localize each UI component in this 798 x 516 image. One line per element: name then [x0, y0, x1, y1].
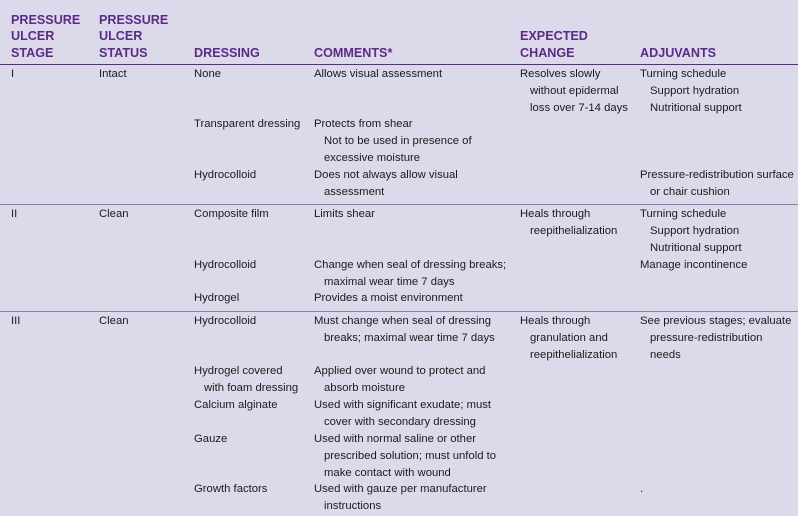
cell-line: Hydrogel [194, 292, 240, 304]
cell-line: maximal wear time 7 days [324, 275, 455, 288]
cell-status [99, 206, 129, 223]
cell-line: Gauze [194, 433, 228, 445]
cell-line: I [11, 68, 15, 80]
cell-dressing [194, 257, 256, 274]
cell-change [520, 206, 617, 240]
cell-line: without epidermal [530, 84, 619, 97]
cell-line: reepithelialization [530, 348, 618, 361]
cell-line: Hydrocolloid [194, 315, 257, 327]
cell-dressing [194, 397, 278, 414]
header-status-line: PRESSURE [99, 12, 169, 27]
cell-line: Hydrocolloid [194, 169, 257, 181]
section-rule [0, 204, 798, 205]
header-adjuvants [640, 9, 716, 61]
header-status-line: ULCER [99, 29, 143, 43]
header-stage [11, 9, 80, 61]
cell-dressing [194, 290, 239, 307]
cell-line: Not to be used in presence of [324, 134, 472, 147]
header-comments-line: COMMENTS* [314, 45, 393, 60]
cell-adjuvants [640, 167, 794, 201]
header-status-line: STATUS [99, 45, 148, 60]
cell-dressing [194, 167, 256, 184]
cell-comments [314, 257, 506, 291]
cell-line: Change when seal of dressing breaks; [314, 259, 507, 271]
cell-line: Used with normal saline or other [314, 433, 476, 445]
cell-line: Nutritional support [650, 101, 742, 114]
cell-dressing [194, 206, 269, 223]
cell-dressing [194, 431, 227, 448]
cell-line: pressure-redistribution [650, 331, 763, 344]
cell-comments [314, 66, 442, 83]
cell-comments [314, 167, 458, 201]
cell-line: Calcium alginate [194, 399, 278, 411]
cell-adjuvants [640, 257, 747, 274]
cell-line: instructions [324, 499, 382, 512]
cell-line: Hydrogel covered [194, 365, 283, 377]
cell-line: Hydrocolloid [194, 259, 257, 271]
cell-line: III [11, 315, 21, 327]
cell-adjuvants [640, 481, 643, 498]
header-adjuvants-line: ADJUVANTS [640, 45, 717, 60]
cell-line: prescribed solution; must unfold to [324, 449, 497, 462]
cell-line: Protects from shear [314, 118, 413, 130]
cell-line: Clean [99, 315, 129, 327]
header-stage-line: ULCER [11, 29, 55, 43]
cell-comments [314, 290, 463, 307]
cell-line: See previous stages; evaluate [640, 315, 792, 327]
cell-line: or chair cushion [650, 185, 730, 198]
cell-line: Intact [99, 68, 127, 80]
cell-comments [314, 481, 487, 515]
cell-line: with foam dressing [204, 381, 299, 394]
cell-line: Growth factors [194, 483, 268, 495]
cell-dressing [194, 116, 300, 133]
cell-line: Clean [99, 208, 129, 220]
header-stage-line: STAGE [11, 45, 54, 60]
cell-line: Used with gauze per manufacturer [314, 483, 487, 495]
cell-status [99, 313, 129, 330]
cell-line: cover with secondary dressing [324, 415, 476, 428]
cell-line: Resolves slowly [520, 68, 601, 80]
cell-comments [314, 313, 495, 347]
cell-comments [314, 206, 375, 223]
cell-line: Turning schedule [640, 68, 727, 80]
cell-line: Heals through [520, 208, 591, 220]
cell-line: absorb moisture [324, 381, 405, 394]
cell-stage [11, 313, 20, 330]
cell-line: Support hydration [650, 84, 740, 97]
cell-adjuvants [640, 66, 742, 116]
cell-change [520, 66, 628, 116]
header-change-line: CHANGE [520, 45, 575, 60]
cell-line: breaks; maximal wear time 7 days [324, 331, 495, 344]
header-stage-line: PRESSURE [11, 12, 81, 27]
cell-change [520, 313, 617, 363]
header-status [99, 9, 168, 61]
cell-dressing [194, 363, 298, 397]
cell-line: II [11, 208, 18, 220]
cell-dressing [194, 313, 256, 330]
cell-line: Does not always allow visual [314, 169, 458, 181]
cell-comments [314, 397, 491, 431]
cell-line: Support hydration [650, 224, 740, 237]
header-change-line: EXPECTED [520, 29, 588, 43]
cell-line: loss over 7-14 days [530, 101, 628, 114]
cell-line: Transparent dressing [194, 118, 301, 130]
cell-line: Pressure-redistribution surface [640, 169, 794, 181]
cell-line: . [640, 483, 644, 495]
cell-comments [314, 431, 496, 481]
cell-line: None [194, 68, 222, 80]
cell-line: excessive moisture [324, 151, 421, 164]
cell-line: assessment [324, 185, 385, 198]
header-dressing-line: DRESSING [194, 45, 260, 60]
cell-adjuvants [640, 206, 742, 256]
cell-adjuvants [640, 313, 791, 363]
cell-line: Allows visual assessment [314, 68, 443, 80]
cell-line: Must change when seal of dressing [314, 315, 492, 327]
header-comments [314, 9, 392, 61]
cell-dressing [194, 66, 221, 83]
header-dressing [194, 9, 260, 61]
cell-line: Provides a moist environment [314, 292, 463, 304]
cell-line: Manage incontinence [640, 259, 748, 271]
cell-comments [314, 116, 472, 166]
cell-stage [11, 206, 17, 223]
header-change [520, 9, 588, 61]
cell-status [99, 66, 127, 83]
cell-line: needs [650, 348, 681, 361]
cell-line: Used with significant exudate; must [314, 399, 492, 411]
cell-line: Nutritional support [650, 241, 742, 254]
cell-stage [11, 66, 14, 83]
cell-line: Applied over wound to protect and [314, 365, 486, 377]
cell-line: Limits shear [314, 208, 375, 220]
cell-line: reepithelialization [530, 224, 618, 237]
header-rule [0, 64, 798, 65]
cell-line: make contact with wound [324, 466, 451, 479]
cell-line: granulation and [530, 331, 608, 344]
cell-line: Heals through [520, 315, 591, 327]
section-rule [0, 311, 798, 312]
cell-line: Turning schedule [640, 208, 727, 220]
cell-line: Composite film [194, 208, 269, 220]
cell-dressing [194, 481, 267, 498]
cell-comments [314, 363, 485, 397]
